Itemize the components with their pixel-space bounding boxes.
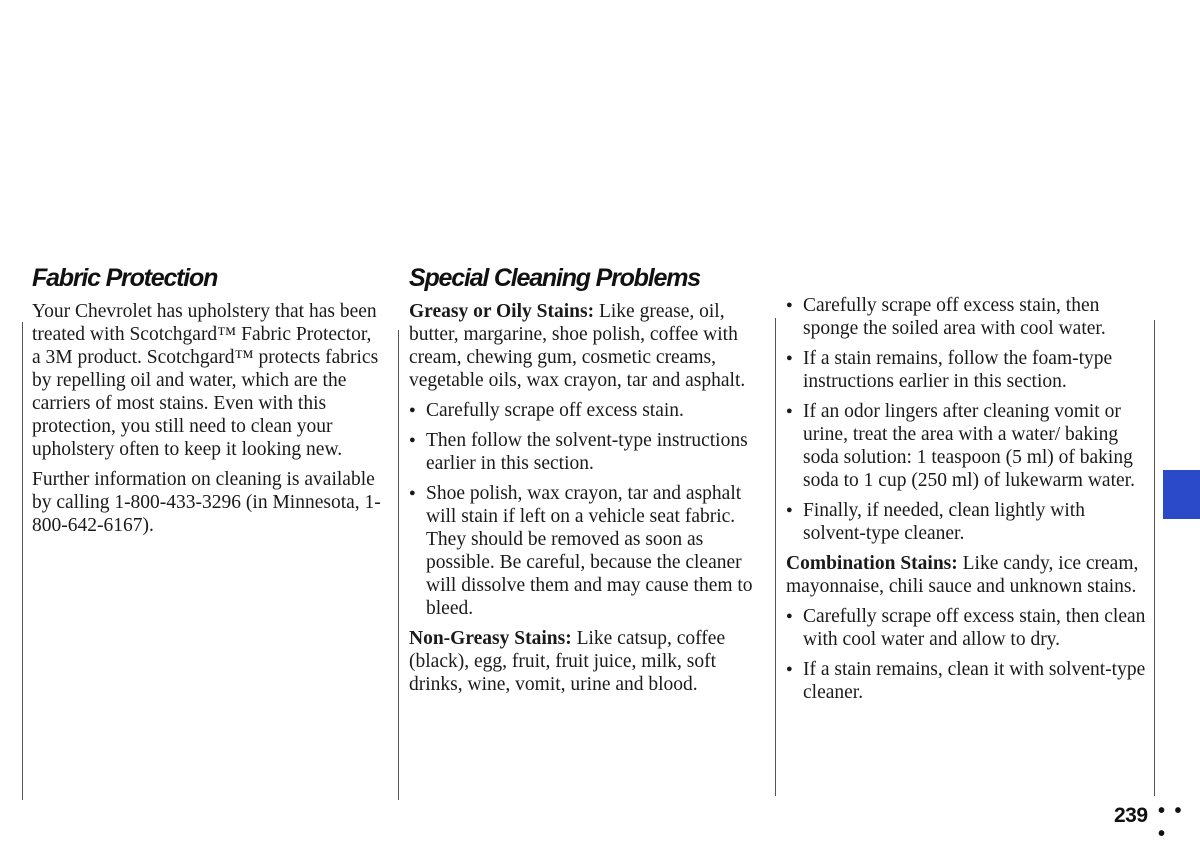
page-number: 239 bbox=[1114, 804, 1148, 827]
greasy-stains-list bbox=[409, 399, 769, 620]
column-rule-edge bbox=[1154, 320, 1155, 796]
list-item: ● If a stain remains, follow the foam-type instructions earlier in this section. bbox=[786, 347, 1146, 393]
fabric-protection-section bbox=[32, 262, 382, 544]
page-continuation-dots: • • • bbox=[1158, 800, 1184, 845]
special-cleaning-heading: Special Cleaning Problems bbox=[409, 264, 700, 292]
non-greasy-stains-label: Non-Greasy Stains: bbox=[409, 628, 572, 649]
list-item: ● Finally, if needed, clean lightly with solvent-type cleaner. bbox=[786, 499, 1146, 545]
non-greasy-stains-list bbox=[786, 294, 1146, 545]
section-tab-marker bbox=[1163, 470, 1200, 519]
combination-stains-paragraph bbox=[786, 552, 1146, 598]
column-rule-right bbox=[775, 318, 776, 796]
combination-stains-label: Combination Stains: bbox=[786, 553, 958, 574]
list-item: ● Carefully scrape off excess stain, then sponge the soiled area with cool water. bbox=[786, 294, 1146, 340]
column-rule-left bbox=[22, 322, 23, 800]
greasy-stains-label: Greasy or Oily Stains: bbox=[409, 301, 595, 322]
list-item: ● If a stain remains, clean it with solvent-type cleaner. bbox=[786, 658, 1146, 704]
fabric-protection-paragraph: Your Chevrolet has upholstery that has been treated with Scotchgard™ Fabric Protector, a 3M product. Scotchgard™ protects fabrics by repelling oil and water, which are the carriers of most stains. Even with this protection, you still need to clean your upholstery often to keep it looking new. bbox=[32, 301, 379, 460]
fabric-protection-heading: Fabric Protection bbox=[32, 264, 218, 292]
list-item: ● Shoe polish, wax crayon, tar and asphalt will stain if left on a vehicle seat fabric. They should be removed as soon as possible. Be careful, because the cleaner will dissolve them and may cause them to bleed. bbox=[409, 482, 769, 620]
non-greasy-stains-text: Like catsup, coffee (black), egg, fruit, fruit juice, milk, soft drinks, wine, vomit, urine and blood. bbox=[409, 628, 726, 695]
special-cleaning-continued bbox=[786, 294, 1146, 711]
list-item: ● Then follow the solvent-type instructions earlier in this section. bbox=[409, 429, 769, 475]
column-rule-middle bbox=[398, 330, 399, 800]
list-item: ● Carefully scrape off excess stain. bbox=[409, 399, 769, 422]
list-item: ● If an odor lingers after cleaning vomit or urine, treat the area with a water/ baking soda solution: 1 teaspoon (5 ml) of baking soda to 1 cup (250 ml) of lukewarm water. bbox=[786, 400, 1146, 492]
combination-stains-text: Like candy, ice cream, mayonnaise, chili sauce and unknown stains. bbox=[786, 553, 1139, 597]
combination-stains-list bbox=[786, 605, 1146, 704]
greasy-stains-paragraph bbox=[409, 300, 769, 392]
greasy-stains-text: Like grease, oil, butter, margarine, shoe polish, coffee with cream, chewing gum, cosmetic creams, vegetable oils, wax crayon, tar and asphalt. bbox=[409, 301, 746, 391]
non-greasy-stains-paragraph bbox=[409, 627, 769, 696]
further-information-paragraph: Further information on cleaning is available by calling 1-800-433-3296 (in Minnesota, 1-800-642-6167). bbox=[32, 469, 381, 536]
special-cleaning-section bbox=[409, 262, 769, 703]
list-item: ● Carefully scrape off excess stain, then clean with cool water and allow to dry. bbox=[786, 605, 1146, 651]
